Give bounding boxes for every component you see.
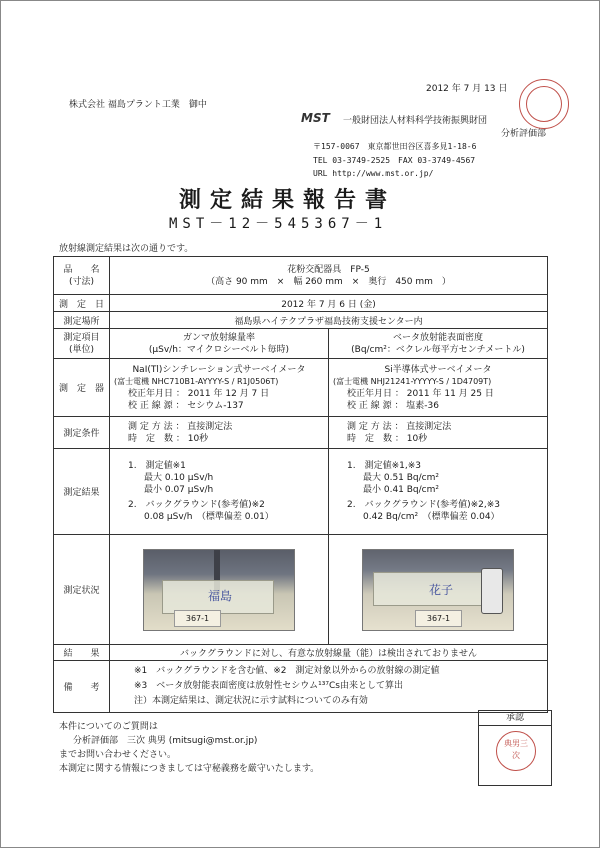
label-item-name: 測定項目	[63, 332, 100, 343]
gamma-instrument-maker: (富士電機 NHC710B1-AYYYY-S / R1J0506T)	[114, 376, 279, 386]
beta-instrument	[329, 359, 548, 417]
beta-item	[329, 329, 548, 359]
gamma-calibration-source: 校 正 線 源 ： セシウム-137	[128, 400, 244, 411]
label-instrument: 測 定 器	[54, 359, 110, 417]
organization-seal-icon	[519, 79, 569, 129]
report-title: 測定結果報告書	[179, 187, 397, 213]
beta-method: 測 定 方 法 ： 直接測定法	[347, 421, 452, 432]
survey-meter-icon	[481, 568, 503, 614]
row-remarks	[54, 661, 548, 713]
beta-instrument-maker: (富士電機 NHJ21241-YYYYY-S / 1D4709T)	[333, 376, 492, 386]
gamma-result	[110, 449, 329, 535]
gamma-background-heading: 2. バックグラウンド(参考値)※2	[128, 500, 265, 510]
intro-text: 放射線測定結果は次の通りです。	[59, 244, 194, 254]
sample-plate-right	[373, 572, 485, 606]
footer-contact: 分析評価部 三次 典男 (mitsugi@mst.or.jp)	[73, 736, 258, 746]
beta-condition	[329, 417, 548, 449]
recipient: 株式会社 福島プラント工業 御中	[69, 100, 207, 110]
beta-max: 最大 0.51 Bq/cm²	[363, 473, 440, 483]
conclusion-value: バックグラウンドに対し、有意な放射線量（能）は検出されておりません	[110, 645, 548, 661]
gamma-max: 最大 0.10 μSv/h	[144, 473, 214, 483]
row-place	[54, 312, 548, 329]
approval-stamp-text: 典男三次	[504, 739, 528, 760]
footer-line-1: 本件についてのご質問は	[59, 722, 158, 732]
sample-id-card: 367-1	[174, 610, 221, 627]
row-item	[54, 329, 548, 359]
measurement-date: 2012 年 7 月 6 日 (金)	[110, 295, 548, 312]
row-condition	[54, 417, 548, 449]
gamma-condition	[110, 417, 329, 449]
org-url: URL http://www.mst.or.jp/	[313, 169, 434, 178]
product-value	[110, 257, 548, 295]
label-date: 測 定 日	[54, 295, 110, 312]
row-conclusion	[54, 645, 548, 661]
label-status: 測定状況	[54, 535, 110, 645]
beta-time-constant: 時 定 数 ： 10秒	[347, 433, 428, 444]
org-logo: MST	[301, 111, 330, 125]
gamma-time-constant: 時 定 数 ： 10秒	[128, 433, 209, 444]
beta-photo-cell	[329, 535, 548, 645]
label-place: 測定場所	[54, 312, 110, 329]
org-address: 〒157-0067 東京都世田谷区喜多見1-18-6	[313, 142, 477, 151]
gamma-measurement-photo	[143, 549, 295, 631]
row-product	[54, 257, 548, 295]
org-tel-fax: TEL 03-3749-2525 FAX 03-3749-4567	[313, 156, 476, 165]
remark-2: ※3 ベータ放射能表面密度は放射性セシウム¹³⁷Cs由来として算出	[134, 681, 403, 691]
org-name: 一般財団法人材料科学技術振興財団	[343, 116, 488, 126]
beta-background-value: 0.42 Bq/cm² （標準偏差 0.04）	[363, 512, 500, 522]
label-conclusion: 結 果	[54, 645, 110, 661]
gamma-background-value: 0.08 μSv/h （標準偏差 0.01）	[144, 512, 274, 522]
row-status	[54, 535, 548, 645]
beta-measurement-photo	[362, 549, 514, 631]
beta-item-unit: (Bq/cm²：ベクレル毎平方センチメートル)	[351, 344, 525, 355]
document-number: MST－12－545367－1	[169, 216, 388, 232]
sample-plate	[162, 580, 274, 614]
beta-measured-heading: 1. 測定値※1,※3	[347, 461, 421, 471]
beta-calibration-date: 校正年月日 ： 2011 年 11 月 25 日	[347, 388, 494, 399]
remark-3: 注）本測定結果は、測定状況に示す試料についてのみ有効	[134, 696, 368, 706]
gamma-item-name: ガンマ放射線量率	[182, 332, 255, 343]
beta-instrument-model: Si半導体式サーベイメータ	[384, 364, 492, 375]
beta-min: 最小 0.41 Bq/cm²	[363, 485, 440, 495]
label-product	[54, 257, 110, 295]
gamma-method: 測 定 方 法 ： 直接測定法	[128, 421, 233, 432]
label-result: 測定結果	[54, 449, 110, 535]
gamma-instrument	[110, 359, 329, 417]
sample-id-card-right: 367-1	[415, 610, 462, 627]
report-date: 2012 年 7 月 13 日	[426, 84, 508, 94]
gamma-item	[110, 329, 329, 359]
row-result	[54, 449, 548, 535]
sample-plate-text-right: 花子	[429, 582, 454, 597]
beta-calibration-source: 校 正 線 源 ： 塩素-36	[347, 400, 440, 411]
gamma-instrument-model: NaI(Tl)シンチレーション式サーベイメータ	[132, 364, 306, 375]
beta-item-name: ベータ放射能表面密度	[392, 332, 483, 343]
gamma-calibration-date: 校正年月日 ： 2011 年 12 月 7 日	[128, 388, 270, 399]
remark-1: ※1 バックグラウンドを含む値、※2 測定対象以外からの放射線の測定値	[134, 666, 440, 676]
gamma-measured-heading: 1. 測定値※1	[128, 461, 186, 471]
label-product-name: 品 名	[63, 264, 100, 275]
row-date	[54, 295, 548, 312]
gamma-min: 最小 0.07 μSv/h	[144, 485, 214, 495]
measurement-place: 福島県ハイテクプラザ福島技術支援センター内	[110, 312, 548, 329]
product-size: （高さ 90 mm × 幅 260 mm × 奥行 450 mm ）	[206, 276, 451, 287]
division: 分析評価部	[501, 129, 547, 139]
beta-result	[329, 449, 548, 535]
approval-label: 承認	[479, 711, 551, 726]
label-item-unit: (単位)	[68, 344, 95, 355]
approval-stamp	[496, 731, 536, 771]
label-item	[54, 329, 110, 359]
remarks-value	[110, 661, 548, 713]
results-table	[53, 256, 548, 713]
sample-plate-text: 福島	[208, 588, 233, 603]
product-name: 花粉交配器具 FP-5	[287, 264, 370, 275]
beta-background-heading: 2. バックグラウンド(参考値)※2,※3	[347, 500, 501, 510]
label-condition: 測定条件	[54, 417, 110, 449]
footer-confidentiality: 本測定に関する情報につきましては守秘義務を厳守いたします。	[59, 764, 320, 774]
row-instrument	[54, 359, 548, 417]
approval-box	[478, 710, 552, 786]
gamma-photo-cell	[110, 535, 329, 645]
label-remarks: 備 考	[54, 661, 110, 713]
label-product-size: (寸法)	[68, 276, 95, 287]
footer-line-3: までお問い合わせください。	[59, 750, 177, 760]
gamma-item-unit: (μSv/h：マイクロシーベルト毎時)	[148, 344, 290, 355]
